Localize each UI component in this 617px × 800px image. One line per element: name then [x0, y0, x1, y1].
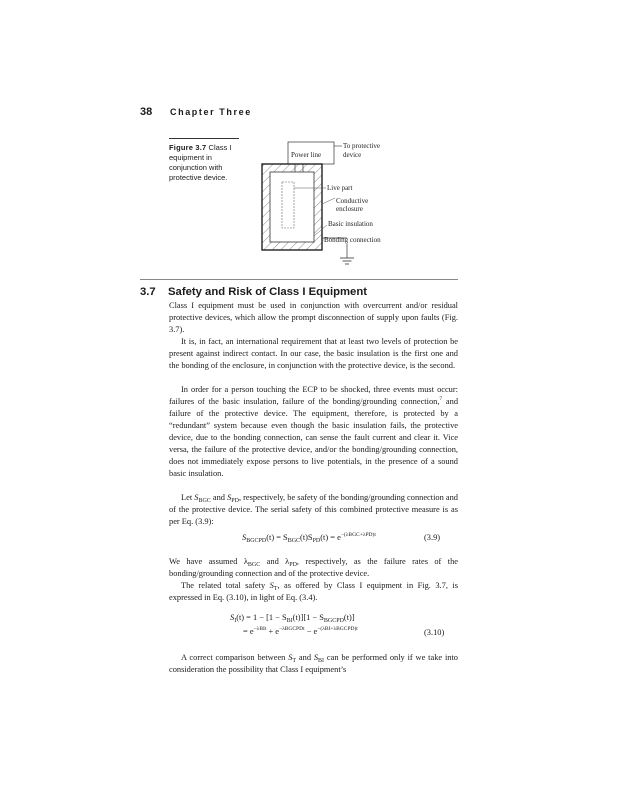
- footnote-ref: 7: [439, 396, 443, 402]
- live-part-label: Live part: [327, 184, 353, 192]
- equation-3-10-line-2: = $e^{-\lambda BIt} + e^{-\lambda BGCPDt} - e^{-(\lambda BI+\lambda BGCPD)t}$: [243, 626, 358, 636]
- paragraph-7: A correct comparison between $S_T$ and $S_{BI}$ can be performed only if we take into consideration the possibility that Class I equipment’s: [169, 653, 458, 674]
- to-protective-label-2: device: [343, 151, 362, 159]
- equation-number-3-10: (3.10): [424, 628, 445, 637]
- conductive-label-2: enclosure: [336, 205, 363, 213]
- basic-insulation-label: Basic insulation: [328, 220, 373, 228]
- chapter-title: Chapter Three: [170, 107, 252, 117]
- caption-rule: [169, 138, 239, 139]
- paragraph-4: Let $S_{BGC}$ and $S_{PD}$, respectively, be safety of the bonding/grounding connection and of the protective device. The serial safety of this combined protective measure is as per Eq. (3.9):: [169, 493, 458, 526]
- equation-number-3-9: (3.9): [424, 533, 441, 542]
- page-number: 38: [140, 106, 153, 118]
- figure-caption: [169, 143, 249, 183]
- paragraph-1: Class I equipment must be used in conjunction with overcurrent and/or residual protective devices, which allow the prompt disconnection of supply upon faults (Fig. 3.7).: [169, 301, 458, 334]
- conductive-leader: [322, 198, 335, 204]
- figure-class-i-equipment: [250, 136, 410, 276]
- figure-caption-text: Class I equipment in conjunction with protective device.: [169, 143, 232, 182]
- paragraph-3: In order for a person touching the ECP to be shocked, three events must occur: failures of the basic insulation, failure of the bonding/grounding connection,$^7$ and failure of the protective device. The equipment, therefore, is protected by a “redundant” system because even though the basic insulation fails, the protective device, due to the bonding connection, can sense the fault current and clear it. Vice versa, the failure of the protective device, and/or the bonding/grounding connection, does not immediately expose persons to live potentials, in the presence of a sound basic insulation.: [169, 385, 459, 478]
- to-protective-label-1: To protective: [343, 142, 381, 150]
- figure-caption-label: Figure 3.7: [169, 143, 207, 152]
- section-title: Safety and Risk of Class I Equipment: [168, 286, 367, 298]
- section-heading: [140, 286, 367, 298]
- paragraph-2: It is, in fact, an international requirement that at least two levels of protection be present against indirect contact. In our case, the basic insulation is the first one and the bonding of the enclosure, in conjunction with the protective device, is the second.: [169, 337, 458, 370]
- section-number: 3.7: [140, 286, 156, 298]
- power-line-label: Power line: [291, 151, 322, 159]
- paragraph-6: The related total safety $S_T$, as offered by Class I equipment in Fig. 3.7, is expressed in Eq. (3.10), in light of Eq. (3.4).: [169, 581, 458, 602]
- conductive-label-1: Conductive: [336, 197, 369, 205]
- bonding-connection-label: Bonding connection: [324, 236, 381, 244]
- live-part: [282, 182, 294, 228]
- equation-3-9: $S_{BGCPD}(t) = S_{BGC}(t)S_{PD}(t) = e^{-(\lambda BGC+\lambda PD)t}$: [242, 532, 376, 544]
- section-rule: [140, 279, 458, 280]
- paragraph-5: We have assumed $\lambda_{BGC}$ and $\lambda_{PD}$, respectively, as the failure rates of the bonding/grounding connection and of the protective device.: [169, 557, 458, 578]
- equation-3-10-line-1: $S_I(t) = 1 - [1 - S_{BI}(t)][1 - S_{BGCPD}(t)]$: [230, 613, 355, 624]
